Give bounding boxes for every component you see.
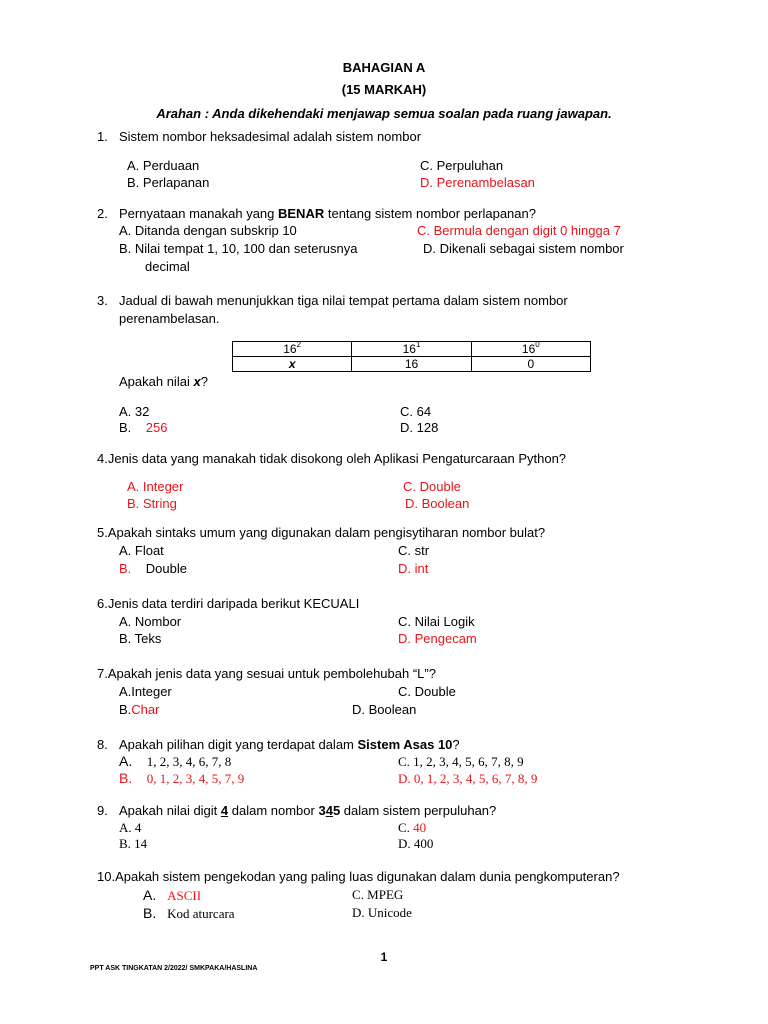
q1-text: Sistem nombor heksadesimal adalah sistem nombor xyxy=(119,129,422,144)
q5-option-a: A. Float xyxy=(119,543,164,558)
table-cell: 0 xyxy=(471,357,590,372)
q5-option-b: B. Double xyxy=(119,561,187,576)
table-row xyxy=(233,342,591,357)
q9-option-a: A. 4 xyxy=(119,820,142,835)
q7-text: 7.Apakah jenis data yang sesuai untuk pembolehubah “L”? xyxy=(97,666,436,681)
q2-option-a: A. Ditanda dengan subskrip 10 xyxy=(119,223,297,238)
q3-text-line1: Jadual di bawah menunjukkan tiga nilai tempat pertama dalam sistem nombor xyxy=(119,293,568,308)
q6-option-c: C. Nilai Logik xyxy=(398,614,475,629)
q8-option-b: B. 0, 1, 2, 3, 4, 5, 7, 9 xyxy=(119,770,245,786)
marks-title: (15 MARKAH) xyxy=(341,82,427,97)
q10-option-a: A. ASCII xyxy=(143,887,202,903)
q1-number: 1. xyxy=(97,129,108,144)
q3-option-b: B. 256 xyxy=(119,420,168,435)
place-value-table xyxy=(232,341,591,372)
q2-option-b-cont: decimal xyxy=(145,259,190,274)
q10-option-d: D. Unicode xyxy=(352,905,412,920)
q5-option-c: C. str xyxy=(398,543,430,558)
q7-option-a: A.Integer xyxy=(119,684,172,699)
q3-text-line2: perenambelasan. xyxy=(119,311,220,326)
q1-option-c: C. Perpuluhan xyxy=(420,158,504,173)
q7-option-d: D. Boolean xyxy=(352,702,417,717)
q7-option-c: C. Double xyxy=(398,684,456,699)
q10-option-c: C. MPEG xyxy=(352,887,404,902)
table-cell: $16^1$ xyxy=(352,342,471,357)
table-cell: 16 xyxy=(352,357,471,372)
q3-number: 3. xyxy=(97,293,108,308)
q2-option-c: C. Bermula dengan digit 0 hingga 7 xyxy=(417,223,621,238)
q4-option-a: A. Integer xyxy=(127,479,184,494)
q9-option-d: D. 400 xyxy=(398,836,434,851)
q5-option-d: D. int xyxy=(398,561,429,576)
q10-text: 10.Apakah sistem pengekodan yang paling luas digunakan dalam dunia pengkomputeran? xyxy=(97,869,620,884)
q6-option-a: A. Nombor xyxy=(119,614,182,629)
q8-option-c: C. 1, 2, 3, 4, 5, 6, 7, 8, 9 xyxy=(398,754,524,769)
q4-option-d: D. Boolean xyxy=(405,496,470,511)
q6-option-b: B. Teks xyxy=(119,631,162,646)
q1-option-b: B. Perlapanan xyxy=(127,175,210,190)
footer-note: PPT ASK TINGKATAN 2/2022/ SMKPAKA/HASLINA xyxy=(90,965,258,972)
instruction-text: Arahan : Anda dikehendaki menjawap semua soalan pada ruang jawapan. xyxy=(156,106,612,121)
q1-option-a: A. Perduaan xyxy=(127,158,200,173)
q6-text: 6.Jenis data terdiri daripada berikut KECUALI xyxy=(97,596,360,611)
q2-option-d: D. Dikenali sebagai sistem nombor xyxy=(423,241,624,256)
q7-option-b: B.Char xyxy=(119,702,160,717)
q1-option-d: D. Perenambelasan xyxy=(420,175,535,190)
q4-text: 4.Jenis data yang manakah tidak disokong oleh Aplikasi Pengaturcaraan Python? xyxy=(97,451,567,466)
q8-number: 8. xyxy=(97,737,108,752)
q8-text: Apakah pilihan digit yang terdapat dalam Sistem Asas 10? xyxy=(119,737,460,752)
table-cell: x xyxy=(233,357,352,372)
q10-option-b: B. Kod aturcara xyxy=(143,905,235,921)
table-cell: $16^2$ xyxy=(233,342,352,357)
q3-option-d: D. 128 xyxy=(400,420,439,435)
q9-option-b: B. 14 xyxy=(119,836,148,851)
q3-question: Apakah nilai x? xyxy=(119,374,208,389)
q3-option-c: C. 64 xyxy=(400,404,432,419)
q2-option-b: B. Nilai tempat 1, 10, 100 dan seterusnya xyxy=(119,241,358,256)
q2-number: 2. xyxy=(97,206,108,221)
table-cell: $16^0$ xyxy=(471,342,590,357)
q3-option-a: A. 32 xyxy=(119,404,150,419)
q4-option-b: B. String xyxy=(127,496,177,511)
q6-option-d: D. Pengecam xyxy=(398,631,477,646)
page-number: 1 xyxy=(380,950,388,964)
q9-number: 9. xyxy=(97,803,108,818)
q4-option-c: C. Double xyxy=(403,479,461,494)
table-row xyxy=(233,357,591,372)
q5-text: 5.Apakah sintaks umum yang digunakan dalam pengisytiharan nombor bulat? xyxy=(97,525,546,540)
q8-option-d: D. 0, 1, 2, 3, 4, 5, 6, 7, 8, 9 xyxy=(398,771,538,786)
q9-option-c: C. 40 xyxy=(398,820,427,835)
q8-option-a: A. 1, 2, 3, 4, 6, 7, 8 xyxy=(119,753,232,769)
q2-text: Pernyataan manakah yang BENAR tentang sistem nombor perlapanan? xyxy=(119,206,536,221)
section-title: BAHAGIAN A xyxy=(342,60,426,75)
q9-text: Apakah nilai digit 4 dalam nombor 345 dalam sistem perpuluhan? xyxy=(119,803,497,818)
